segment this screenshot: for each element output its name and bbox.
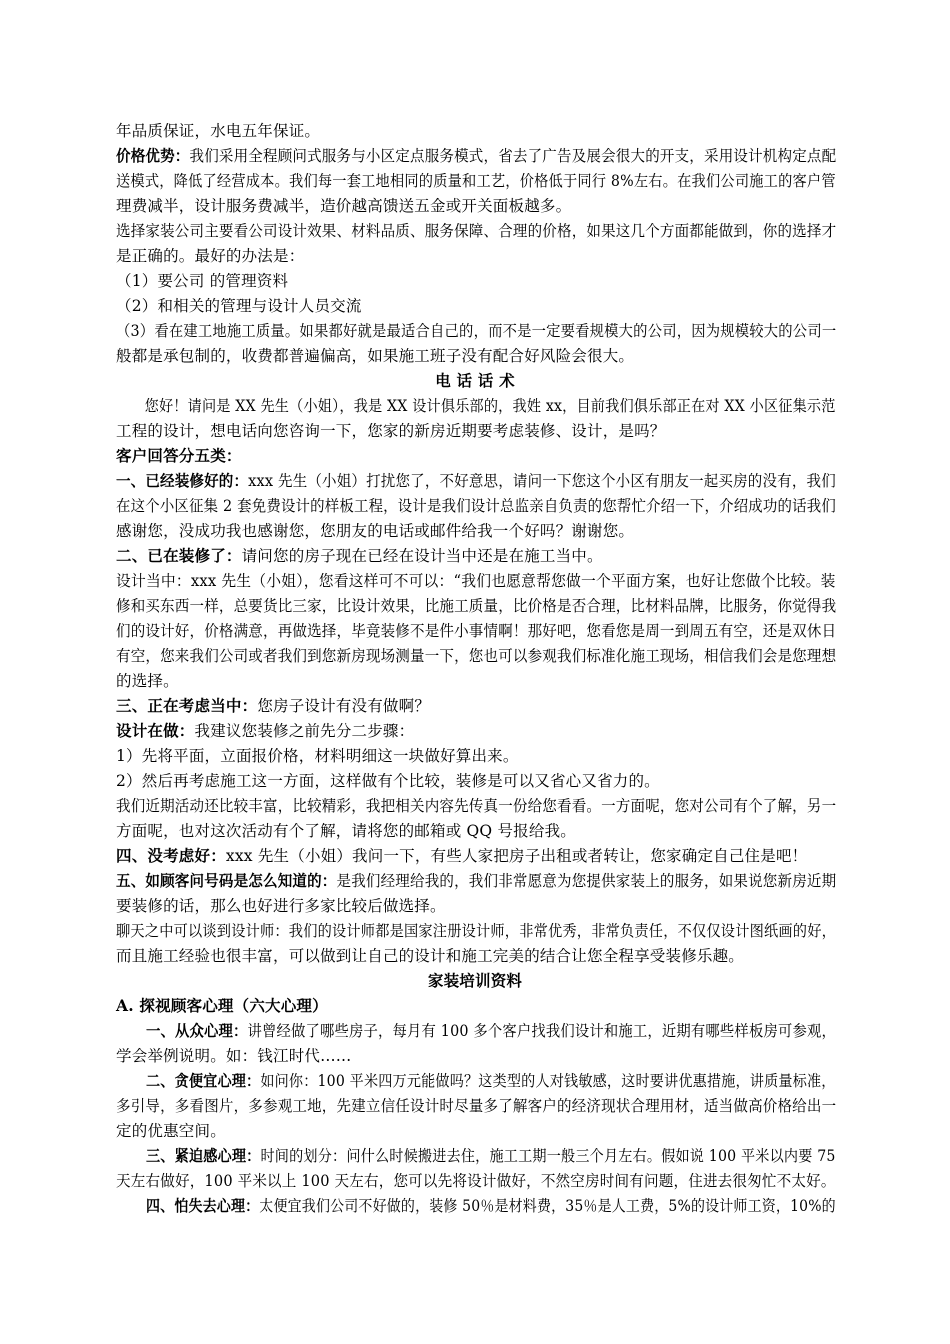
text-line xyxy=(116,270,288,292)
line-text: 1）先将平面，立面报价格，材料明细这一块做好算出来。 xyxy=(116,747,519,765)
text-line xyxy=(116,345,634,367)
text-line xyxy=(116,795,836,817)
text-line xyxy=(116,1120,226,1142)
line-text: 方面呢，也对这次活动有个了解，请将您的邮箱或 QQ 号报给我。 xyxy=(116,822,576,840)
text-line xyxy=(116,520,634,542)
text-line xyxy=(146,1020,836,1042)
bold-label: A. 探视顾客心理（六大心理） xyxy=(116,996,328,1015)
text-line xyxy=(116,820,576,842)
line-text: 您房子设计有没有做啊？ xyxy=(257,697,431,715)
bold-label: 电 话 话 术 xyxy=(435,371,515,390)
text-line xyxy=(116,620,836,642)
bold-label: 三、紧迫感心理： xyxy=(146,1146,261,1165)
line-text: （1）要公司 的管理资料 xyxy=(116,272,289,290)
text-line xyxy=(116,995,328,1017)
text-line xyxy=(146,1070,836,1092)
bold-label: 客户回答分五类： xyxy=(116,446,242,465)
line-text: 送模式，降低了经营成本。我们每一套工地相同的质量和工艺，价格低于同行 8%左右。在我们公司施工的客户管 xyxy=(116,172,836,190)
line-text: 多引导，多看图片，多参观工地，先建立信任设计时尽量多了解客户的经济现状合理用材，适当做高价格给出一 xyxy=(116,1097,837,1115)
text-line xyxy=(116,495,836,517)
text-line xyxy=(116,195,571,217)
text-line xyxy=(116,445,242,467)
text-line xyxy=(116,670,179,692)
text-line xyxy=(116,145,836,167)
line-text: 我们近期活动还比较丰富，比较精彩，我把相关内容先传真一份给您看看。一方面呢，您对公司有个了解，另一 xyxy=(116,797,837,815)
bold-label: 二、已在装修了： xyxy=(116,546,242,565)
line-text: 要装修的话，那么也好进行多家比较后做选择。 xyxy=(116,897,446,915)
line-text: 太便宜我们公司不好做的，装修 50％是材料费，35％是人工费，5%的设计师工资，10%的 xyxy=(259,1197,836,1215)
line-text: 设计当中：xxx 先生（小姐），您看这样可不可以：“我们也愿意帮您做一个平面方案，也好让您做个比较。装 xyxy=(116,572,836,590)
line-text: 讲曾经做了哪些房子，每月有 100 多个客户找我们设计和施工，近期有哪些样板房可参观， xyxy=(247,1022,836,1040)
bold-label: 价格优势： xyxy=(116,146,190,165)
line-text: 我建议您装修之前先分二步骤： xyxy=(194,722,415,740)
line-text: 我们采用全程顾问式服务与小区定点服务模式，省去了广告及展会很大的开支，采用设计机构定点配 xyxy=(189,147,837,165)
text-line xyxy=(116,845,807,867)
line-text: 感谢您，没成功我也感谢您，您朋友的电话或邮件给我一个好吗？谢谢您。 xyxy=(116,522,635,540)
text-line xyxy=(116,695,430,717)
line-text: 年品质保证，水电五年保证。 xyxy=(116,122,321,140)
text-line xyxy=(116,1170,836,1192)
bold-label: 一、从众心理： xyxy=(146,1021,248,1040)
line-text: 选择家装公司主要看公司设计效果、材料品质、服务保障、合理的价格，如果这几个方面都能做到，你的选择才 xyxy=(116,222,837,240)
line-text: 定的优惠空间。 xyxy=(116,1122,226,1140)
line-text: 在这个小区征集 2 套免费设计的样板工程，设计是我们设计总监亲自负责的您帮忙介绍一下，介绍成功的话我们 xyxy=(116,497,836,515)
text-line xyxy=(116,470,836,492)
text-line xyxy=(116,570,836,592)
text-line xyxy=(116,945,744,967)
line-text: 修和买东西一样，总要货比三家，比设计效果，比施工质量，比价格是否合理，比材料品牌，比服务，你觉得我 xyxy=(116,597,837,615)
text-line xyxy=(116,920,836,942)
line-text: （2）和相关的管理与设计人员交流 xyxy=(116,297,362,315)
line-text: 2）然后再考虑施工这一方面，这样做有个比较，装修是可以又省心又省力的。 xyxy=(116,772,660,790)
bold-label: 一、已经装修好的： xyxy=(116,471,249,490)
text-line xyxy=(116,320,836,342)
bold-label: 设计在做： xyxy=(116,721,195,740)
text-line xyxy=(146,1195,836,1217)
text-line xyxy=(116,170,836,192)
line-text: 理费减半，设计服务费减半，造价越高馈送五金或开关面板越多。 xyxy=(116,197,572,215)
text-line xyxy=(116,1095,836,1117)
text-line xyxy=(146,1145,836,1167)
text-line xyxy=(116,870,836,892)
bold-label: 家装培训资料 xyxy=(427,971,523,990)
line-text: 工程的设计，想电话向您咨询一下，您家的新房近期要考虑装修、设计，是吗？ xyxy=(116,422,666,440)
line-text: 的选择。 xyxy=(116,672,179,690)
bold-label: 四、怕失去心理： xyxy=(146,1196,260,1215)
line-text: 般都是承包制的，收费都普遍偏高，如果施工班子没有配合好风险会很大。 xyxy=(116,347,635,365)
text-line xyxy=(116,220,836,242)
text-line xyxy=(116,720,414,742)
line-text: 如问你：100 平米四万元能做吗？这类型的人对钱敏感，这时要讲优惠措施，讲质量标准， xyxy=(260,1072,836,1090)
text-line xyxy=(116,1045,352,1067)
text-line xyxy=(116,895,446,917)
line-text: xxx 先生（小姐）打扰您了，不好意思，请问一下您这个小区有朋友一起买房的没有，我们 xyxy=(248,472,836,490)
text-line xyxy=(116,395,836,417)
line-text: 有空，您来我们公司或者我们到您新房现场测量一下，您也可以参观我们标准化施工现场，相信我们会是您理想 xyxy=(116,647,837,665)
line-text: 您好！请问是 XX 先生（小姐），我是 XX 设计俱乐部的，我姓 xx，目前我们俱乐部正在对 XX 小区征集示范 xyxy=(116,397,836,415)
text-line xyxy=(116,420,666,442)
text-line xyxy=(116,120,320,142)
line-text: 请问您的房子现在已经在设计当中还是在施工当中。 xyxy=(241,547,603,565)
line-text: 是我们经理给我的，我们非常愿意为您提供家装上的服务，如果说您新房近期 xyxy=(336,872,837,890)
line-text: 是正确的。最好的办法是： xyxy=(116,247,305,265)
line-text: xxx 先生（小姐）我问一下，有些人家把房子出租或者转让，您家确定自己住是吧！ xyxy=(225,847,808,865)
bold-label: 五、如顾客问号码是怎么知道的： xyxy=(116,871,337,890)
line-text: 天左右做好，100 平米以上 100 天左右，您可以先将设计做好，不然空房时间有问题，住进去很匆忙不太好。 xyxy=(116,1172,836,1190)
text-line xyxy=(116,595,836,617)
bold-label: 二、贪便宜心理： xyxy=(146,1071,261,1090)
text-line xyxy=(116,545,603,567)
line-text: 时间的划分：问什么时候搬进去住，施工工期一般三个月左右。假如说 100 平米以内要 75 xyxy=(260,1147,836,1165)
line-text: （3）看在建工地施工质量。如果都好就是最适合自己的，而不是一定要看规模大的公司，因为规模较大的公司一 xyxy=(116,322,837,340)
line-text: 们的设计好，价格满意，再做选择，毕竟装修不是件小事情啊！那好吧，您看您是周一到周五有空，还是双休日 xyxy=(116,622,837,640)
text-line xyxy=(116,770,660,792)
text-line xyxy=(116,745,519,767)
section-heading xyxy=(0,970,950,992)
line-text: 而且施工经验也很丰富，可以做到让自己的设计和施工完美的结合让您全程享受装修乐趣。 xyxy=(116,947,745,965)
text-line xyxy=(116,245,304,267)
line-text: 学会举例说明。如：钱江时代…… xyxy=(116,1047,352,1065)
line-text: 聊天之中可以谈到设计师：我们的设计师都是国家注册设计师，非常优秀，非常负责任，不仅仅设计图纸画的好， xyxy=(116,922,837,940)
section-heading xyxy=(0,370,950,392)
text-line xyxy=(116,645,836,667)
bold-label: 四、没考虑好： xyxy=(116,846,226,865)
text-line xyxy=(116,295,362,317)
bold-label: 三、正在考虑当中： xyxy=(116,696,258,715)
